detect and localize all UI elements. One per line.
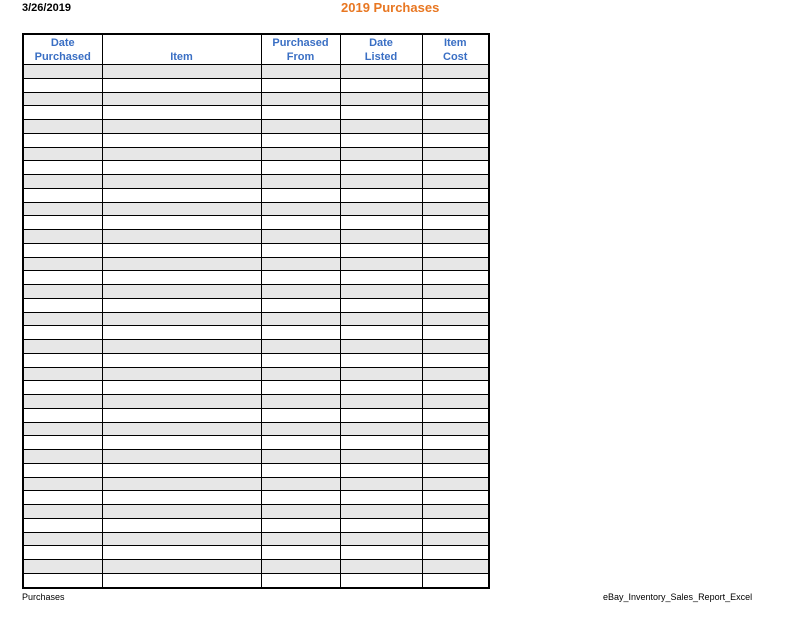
table-cell[interactable]	[261, 230, 340, 244]
table-row	[23, 491, 489, 505]
table-row	[23, 271, 489, 285]
table-cell[interactable]	[23, 161, 102, 175]
table-cell[interactable]	[23, 367, 102, 381]
table-cell[interactable]	[23, 65, 102, 79]
table-row	[23, 312, 489, 326]
table-row	[23, 216, 489, 230]
table-cell[interactable]	[340, 560, 422, 574]
table-cell[interactable]	[422, 92, 489, 106]
table-cell[interactable]	[340, 353, 422, 367]
table-row	[23, 133, 489, 147]
table-row	[23, 202, 489, 216]
table-cell[interactable]	[340, 367, 422, 381]
table-cell[interactable]	[261, 133, 340, 147]
report-date: 3/26/2019	[22, 2, 71, 14]
column-header-item[interactable]: Item	[102, 34, 261, 65]
table-cell[interactable]	[23, 422, 102, 436]
table-cell[interactable]	[422, 216, 489, 230]
table-cell[interactable]	[340, 326, 422, 340]
table-row	[23, 395, 489, 409]
table-cell[interactable]	[102, 216, 261, 230]
table-cell[interactable]	[23, 518, 102, 532]
table-cell[interactable]	[23, 532, 102, 546]
table-cell[interactable]	[261, 532, 340, 546]
table-cell[interactable]	[340, 175, 422, 189]
table-cell[interactable]	[23, 147, 102, 161]
table-cell[interactable]	[422, 546, 489, 560]
table-cell[interactable]	[261, 395, 340, 409]
table-cell[interactable]	[102, 381, 261, 395]
table-cell[interactable]	[422, 65, 489, 79]
table-row	[23, 546, 489, 560]
table-cell[interactable]	[23, 491, 102, 505]
table-cell[interactable]	[340, 505, 422, 519]
table-cell[interactable]	[102, 326, 261, 340]
table-cell[interactable]	[422, 477, 489, 491]
table-cell[interactable]	[340, 408, 422, 422]
table-cell[interactable]	[261, 65, 340, 79]
table-cell[interactable]	[102, 450, 261, 464]
table-cell[interactable]	[422, 106, 489, 120]
table-cell[interactable]	[422, 340, 489, 354]
table-cell[interactable]	[422, 491, 489, 505]
table-cell[interactable]	[422, 120, 489, 134]
table-row	[23, 450, 489, 464]
table-cell[interactable]	[340, 395, 422, 409]
table-cell[interactable]	[422, 395, 489, 409]
table-cell[interactable]	[23, 560, 102, 574]
table-cell[interactable]	[261, 106, 340, 120]
table-row	[23, 573, 489, 587]
table-row	[23, 436, 489, 450]
table-cell[interactable]	[23, 381, 102, 395]
table-cell[interactable]	[23, 505, 102, 519]
table-body	[23, 65, 489, 588]
table-row	[23, 147, 489, 161]
table-cell[interactable]	[261, 188, 340, 202]
table-cell[interactable]	[23, 408, 102, 422]
table-cell[interactable]	[23, 92, 102, 106]
table-cell[interactable]	[422, 353, 489, 367]
table-cell[interactable]	[340, 312, 422, 326]
table-row	[23, 175, 489, 189]
table-cell[interactable]	[261, 202, 340, 216]
table-cell[interactable]	[261, 285, 340, 299]
table-cell[interactable]	[261, 120, 340, 134]
table-cell[interactable]	[23, 106, 102, 120]
table-cell[interactable]	[102, 230, 261, 244]
column-header-purchased-from[interactable]: Purchased From	[261, 34, 340, 65]
table-cell[interactable]	[261, 147, 340, 161]
page-title: 2019 Purchases	[341, 0, 440, 15]
table-row	[23, 505, 489, 519]
table-cell[interactable]	[340, 546, 422, 560]
table-cell[interactable]	[23, 78, 102, 92]
table-cell[interactable]	[340, 243, 422, 257]
table-cell[interactable]	[23, 257, 102, 271]
table-cell[interactable]	[261, 518, 340, 532]
table-cell[interactable]	[422, 285, 489, 299]
table-cell[interactable]	[340, 216, 422, 230]
table-cell[interactable]	[261, 271, 340, 285]
table-cell[interactable]	[102, 271, 261, 285]
table-cell[interactable]	[102, 422, 261, 436]
table-cell[interactable]	[261, 463, 340, 477]
table-cell[interactable]	[23, 243, 102, 257]
table-cell[interactable]	[102, 532, 261, 546]
table-cell[interactable]	[102, 491, 261, 505]
table-cell[interactable]	[422, 271, 489, 285]
table-row	[23, 477, 489, 491]
table-row	[23, 518, 489, 532]
table-cell[interactable]	[340, 422, 422, 436]
table-cell[interactable]	[102, 243, 261, 257]
table-cell[interactable]	[422, 312, 489, 326]
table-cell[interactable]	[422, 560, 489, 574]
table-cell[interactable]	[23, 230, 102, 244]
table-cell[interactable]	[261, 257, 340, 271]
table-cell[interactable]	[23, 477, 102, 491]
table-cell[interactable]	[261, 381, 340, 395]
table-cell[interactable]	[422, 175, 489, 189]
table-cell[interactable]	[23, 271, 102, 285]
table-cell[interactable]	[102, 463, 261, 477]
table-row	[23, 326, 489, 340]
table-cell[interactable]	[23, 202, 102, 216]
column-header-date-purchased[interactable]: Date Purchased	[23, 34, 102, 65]
column-header-date-listed[interactable]: Date Listed	[340, 34, 422, 65]
table-cell[interactable]	[23, 175, 102, 189]
table-cell[interactable]	[261, 450, 340, 464]
table-cell[interactable]	[261, 340, 340, 354]
table-cell[interactable]	[422, 298, 489, 312]
table-cell[interactable]	[261, 312, 340, 326]
column-header-item-cost[interactable]: Item Cost	[422, 34, 489, 65]
table-cell[interactable]	[102, 106, 261, 120]
table-cell[interactable]	[261, 560, 340, 574]
table-cell[interactable]	[340, 477, 422, 491]
table-cell[interactable]	[102, 161, 261, 175]
table-cell[interactable]	[102, 65, 261, 79]
table-cell[interactable]	[340, 463, 422, 477]
table-cell[interactable]	[261, 436, 340, 450]
table-row	[23, 463, 489, 477]
table-cell[interactable]	[340, 381, 422, 395]
table-row	[23, 106, 489, 120]
table-cell[interactable]	[340, 161, 422, 175]
table-cell[interactable]	[340, 491, 422, 505]
table-row	[23, 65, 489, 79]
table-cell[interactable]	[340, 450, 422, 464]
table-row	[23, 422, 489, 436]
table-cell[interactable]	[261, 175, 340, 189]
table-cell[interactable]	[102, 546, 261, 560]
table-header-row	[23, 34, 489, 65]
footer-sheet-name: Purchases	[22, 592, 65, 602]
table-row	[23, 257, 489, 271]
table-cell[interactable]	[23, 298, 102, 312]
table-cell[interactable]	[23, 395, 102, 409]
table-cell[interactable]	[340, 202, 422, 216]
table-cell[interactable]	[23, 573, 102, 587]
table-cell[interactable]	[102, 573, 261, 587]
table-row	[23, 560, 489, 574]
table-cell[interactable]	[102, 518, 261, 532]
table-cell[interactable]	[261, 408, 340, 422]
table-cell[interactable]	[340, 120, 422, 134]
table-cell[interactable]	[102, 147, 261, 161]
table-cell[interactable]	[23, 353, 102, 367]
table-cell[interactable]	[102, 285, 261, 299]
table-cell[interactable]	[340, 298, 422, 312]
table-cell[interactable]	[340, 188, 422, 202]
table-cell[interactable]	[422, 230, 489, 244]
table-cell[interactable]	[340, 230, 422, 244]
table-cell[interactable]	[422, 381, 489, 395]
table-cell[interactable]	[102, 353, 261, 367]
table-cell[interactable]	[261, 546, 340, 560]
table-cell[interactable]	[23, 120, 102, 134]
table-row	[23, 298, 489, 312]
table-cell[interactable]	[261, 491, 340, 505]
table-cell[interactable]	[23, 188, 102, 202]
table-cell[interactable]	[340, 532, 422, 546]
table-cell[interactable]	[102, 367, 261, 381]
table-row	[23, 353, 489, 367]
table-cell[interactable]	[102, 188, 261, 202]
table-cell[interactable]	[340, 573, 422, 587]
table-cell[interactable]	[102, 505, 261, 519]
table-cell[interactable]	[340, 147, 422, 161]
table-cell[interactable]	[23, 312, 102, 326]
table-cell[interactable]	[102, 436, 261, 450]
table-row	[23, 381, 489, 395]
table-cell[interactable]	[102, 92, 261, 106]
table-row	[23, 285, 489, 299]
table-cell[interactable]	[340, 340, 422, 354]
table-cell[interactable]	[261, 216, 340, 230]
table-cell[interactable]	[261, 367, 340, 381]
table-cell[interactable]	[261, 505, 340, 519]
table-row	[23, 120, 489, 134]
table-cell[interactable]	[422, 408, 489, 422]
table-cell[interactable]	[261, 422, 340, 436]
table-cell[interactable]	[261, 92, 340, 106]
table-cell[interactable]	[23, 285, 102, 299]
table-cell[interactable]	[261, 573, 340, 587]
table-cell[interactable]	[340, 436, 422, 450]
table-cell[interactable]	[422, 147, 489, 161]
table-row	[23, 367, 489, 381]
table-cell[interactable]	[422, 422, 489, 436]
table-cell[interactable]	[422, 243, 489, 257]
table-cell[interactable]	[340, 65, 422, 79]
table-row	[23, 230, 489, 244]
table-cell[interactable]	[102, 133, 261, 147]
table-cell[interactable]	[102, 395, 261, 409]
table-cell[interactable]	[261, 243, 340, 257]
table-cell[interactable]	[23, 463, 102, 477]
table-cell[interactable]	[102, 298, 261, 312]
table-cell[interactable]	[102, 408, 261, 422]
table-cell[interactable]	[422, 133, 489, 147]
table-cell[interactable]	[422, 326, 489, 340]
table-cell[interactable]	[102, 120, 261, 134]
table-cell[interactable]	[102, 560, 261, 574]
table-cell[interactable]	[422, 450, 489, 464]
table-cell[interactable]	[261, 477, 340, 491]
table-cell[interactable]	[23, 546, 102, 560]
table-cell[interactable]	[422, 78, 489, 92]
table-cell[interactable]	[102, 257, 261, 271]
table-cell[interactable]	[422, 505, 489, 519]
table-cell[interactable]	[340, 257, 422, 271]
table-cell[interactable]	[23, 340, 102, 354]
table-cell[interactable]	[340, 518, 422, 532]
table-cell[interactable]	[23, 450, 102, 464]
table-cell[interactable]	[422, 202, 489, 216]
table-cell[interactable]	[422, 257, 489, 271]
table-cell[interactable]	[102, 340, 261, 354]
table-cell[interactable]	[102, 78, 261, 92]
table-row	[23, 532, 489, 546]
table-row	[23, 161, 489, 175]
table-cell[interactable]	[422, 161, 489, 175]
purchases-table	[22, 33, 490, 589]
table-cell[interactable]	[102, 477, 261, 491]
table-cell[interactable]	[23, 436, 102, 450]
table-cell[interactable]	[261, 326, 340, 340]
table-cell[interactable]	[261, 161, 340, 175]
table-cell[interactable]	[422, 463, 489, 477]
table-row	[23, 188, 489, 202]
table-cell[interactable]	[422, 188, 489, 202]
table-cell[interactable]	[340, 78, 422, 92]
table-cell[interactable]	[23, 216, 102, 230]
table-cell[interactable]	[340, 92, 422, 106]
table-cell[interactable]	[340, 106, 422, 120]
table-cell[interactable]	[23, 133, 102, 147]
table-cell[interactable]	[261, 78, 340, 92]
table-cell[interactable]	[340, 271, 422, 285]
table-cell[interactable]	[340, 285, 422, 299]
table-cell[interactable]	[422, 367, 489, 381]
table-cell[interactable]	[422, 573, 489, 587]
table-cell[interactable]	[422, 532, 489, 546]
table-row	[23, 78, 489, 92]
table-cell[interactable]	[422, 436, 489, 450]
table-cell[interactable]	[422, 518, 489, 532]
table-cell[interactable]	[340, 133, 422, 147]
table-cell[interactable]	[102, 202, 261, 216]
table-cell[interactable]	[261, 353, 340, 367]
table-cell[interactable]	[102, 175, 261, 189]
table-row	[23, 92, 489, 106]
table-row	[23, 340, 489, 354]
footer-file-name: eBay_Inventory_Sales_Report_Excel	[603, 592, 753, 602]
table-cell[interactable]	[23, 326, 102, 340]
table-row	[23, 243, 489, 257]
table-cell[interactable]	[102, 312, 261, 326]
table-row	[23, 408, 489, 422]
table-cell[interactable]	[261, 298, 340, 312]
